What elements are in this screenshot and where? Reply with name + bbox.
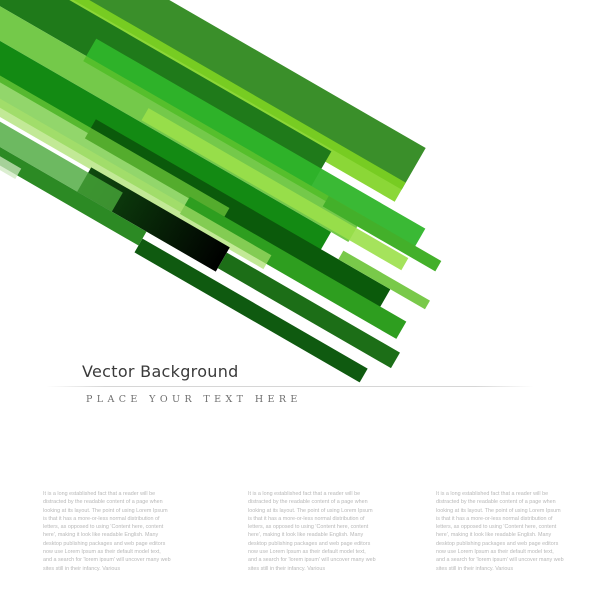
page-title: Vector Background [82,362,239,381]
body-text-column-2: It is a long established fact that a reader will be distracted by the readable content of a page when looking at its layout. The point of using Lorem Ipsum is that it has a more-or-less normal distribution of letters, as opposed to using 'Content here, content here', making it look like readable English. Many desktop publishing packages and web page editors now use Lorem Ipsum as their default model text, and a search for 'lorem ipsum' will uncover many web sites still in their infancy. Various [248,491,376,572]
subtitle-placeholder: PLACE YOUR TEXT HERE [86,394,302,405]
body-text-column-3: It is a long established fact that a reader will be distracted by the readable content of a page when looking at its layout. The point of using Lorem Ipsum is that it has a more-or-less normal distribution of letters, as opposed to using 'Content here, content here', making it look like readable English. Many desktop publishing packages and web page editors now use Lorem Ipsum as their default model text, and a search for 'lorem ipsum' will uncover many web sites still in their infancy. Various [436,491,564,572]
title-divider [46,386,534,387]
body-text-column-1: It is a long established fact that a reader will be distracted by the readable content of a page when looking at its layout. The point of using Lorem Ipsum is that it has a more-or-less normal distribution of letters, as opposed to using 'Content here, content here', making it look like readable English. Many desktop publishing packages and web page editors now use Lorem Ipsum as their default model text, and a search for 'lorem ipsum' will uncover many web sites still in their infancy. Various [43,491,171,572]
